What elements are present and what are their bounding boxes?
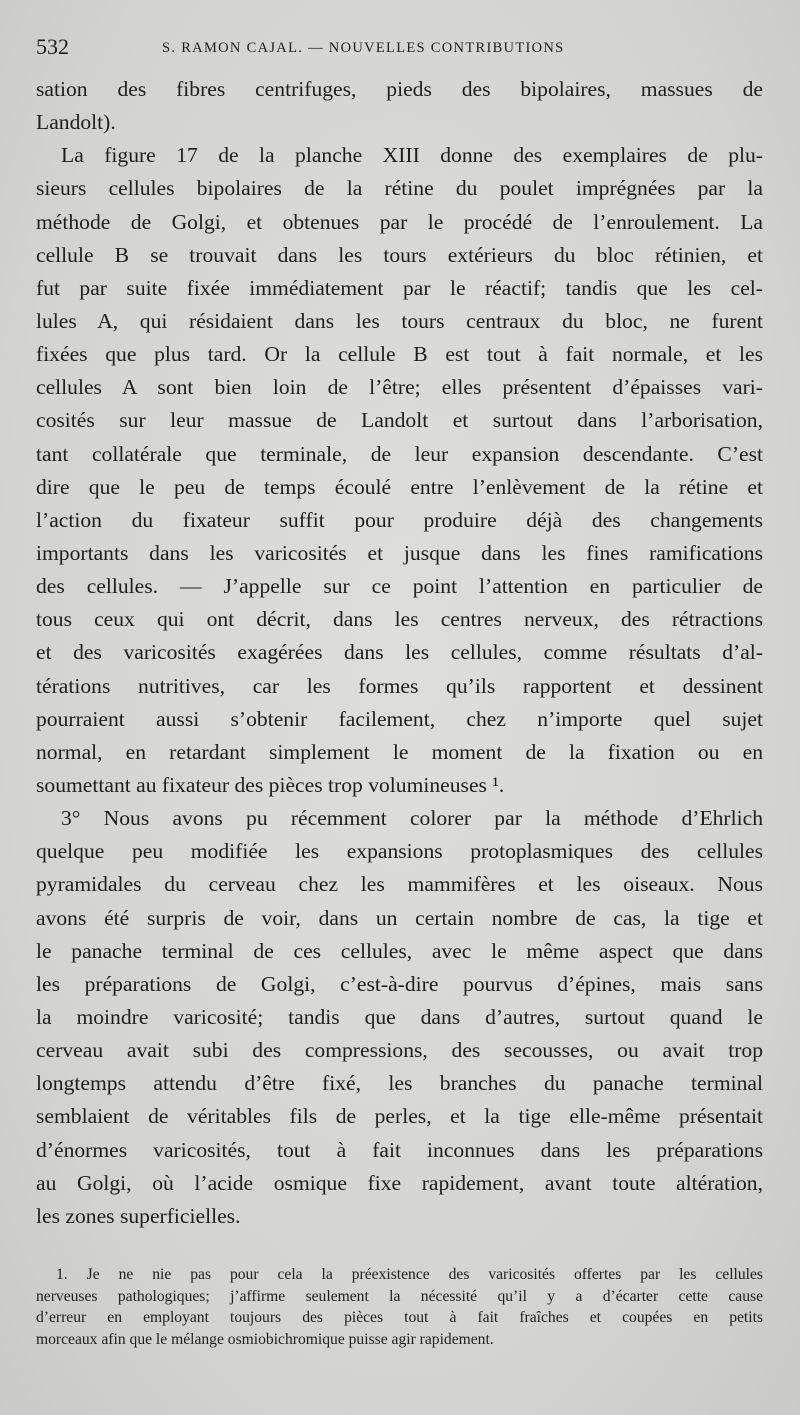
page-header <box>36 34 770 64</box>
page-number: 532 <box>36 34 69 59</box>
text-line: la moindre varicosité; tandis que dans d’autres, surtout quand le <box>36 1004 763 1029</box>
text-line: dire que le peu de temps écoulé entre l’enlèvement de la rétine et <box>36 474 763 499</box>
text-line: importants dans les varicosités et jusque dans les fines ramifications <box>36 540 763 565</box>
text-line: tant collatérale que terminale, de leur expansion descendante. C’est <box>36 441 763 466</box>
text-line: avons été surpris de voir, dans un certain nombre de cas, la tige et <box>36 905 763 930</box>
text-line: au Golgi, où l’acide osmique fixe rapidement, avant toute altération, <box>36 1170 763 1195</box>
text-line: 3° Nous avons pu récemment colorer par la méthode d’Ehrlich <box>61 806 763 831</box>
text-line: normal, en retardant simplement le moment de la fixation ou en <box>36 739 763 764</box>
text-line: térations nutritives, car les formes qu’ils rapportent et dessinent <box>36 673 763 698</box>
text-line: les préparations de Golgi, c’est-à-dire pourvus d’épines, mais sans <box>36 971 763 996</box>
footnote-line: 1. Je ne nie pas pour cela la préexistence des varicosités offertes par les cellules <box>56 1266 763 1283</box>
footnote-line: morceaux afin que le mélange osmiobichromique puisse agir rapidement. <box>36 1330 494 1348</box>
text-line: et des varicosités exagérées dans les cellules, comme résultats d’al- <box>36 640 763 665</box>
footnote-line: nerveuses pathologiques; j’affirme seulement la nécessité qu’il y a d’écarter cette cause <box>36 1287 763 1305</box>
footnotes <box>36 1264 763 1350</box>
text-line: cerveau avait subi des compressions, des secousses, ou avait trop <box>36 1038 763 1063</box>
text-line: semblaient de véritables fils de perles, et la tige elle-même présentait <box>36 1104 763 1129</box>
text-line: soumettant au fixateur des pièces trop volumineuses ¹. <box>36 772 505 797</box>
text-line: sieurs cellules bipolaires de la rétine du poulet imprégnées par la <box>36 176 763 201</box>
text-line: La figure 17 de la planche XIII donne des exemplaires de plu- <box>61 143 763 168</box>
text-line: l’action du fixateur suffit pour produire déjà des changements <box>36 507 763 532</box>
text-line: Landolt). <box>36 110 116 135</box>
text-line: les zones superficielles. <box>36 1203 241 1228</box>
text-line: cosités sur leur massue de Landolt et surtout dans l’arborisation, <box>36 408 763 433</box>
footnote-line: d’erreur en employant toujours des pièces tout à fait fraîches et coupées en petits <box>36 1309 763 1326</box>
text-line: tous ceux qui ont décrit, dans les centres nerveux, des rétractions <box>36 607 763 632</box>
body-text <box>36 73 763 1233</box>
text-line: méthode de Golgi, et obtenues par le procédé de l’enroulement. La <box>36 209 763 234</box>
text-line: sation des fibres centrifuges, pieds des bipolaires, massues de <box>36 77 763 101</box>
text-line: le panache terminal de ces cellules, avec le même aspect que dans <box>36 938 763 963</box>
text-line: lules A, qui résidaient dans les tours centraux du bloc, ne furent <box>36 308 763 333</box>
text-line: fixées que plus tard. Or la cellule B est tout à fait normale, et les <box>36 342 763 367</box>
text-line: fut par suite fixée immédiatement par le réactif; tandis que les cel- <box>36 275 763 300</box>
running-head: S. RAMON CAJAL. — NOUVELLES CONTRIBUTIONS <box>162 40 565 56</box>
text-line: pourraient aussi s’obtenir facilement, chez n’importe quel sujet <box>36 706 763 731</box>
text-line: pyramidales du cerveau chez les mammifères et les oiseaux. Nous <box>36 872 763 897</box>
text-line: quelque peu modifiée les expansions protoplasmiques des cellules <box>36 839 763 864</box>
text-line: cellule B se trouvait dans les tours extérieurs du bloc rétinien, et <box>36 242 763 267</box>
text-line: des cellules. — J’appelle sur ce point l’attention en particulier de <box>36 574 763 599</box>
text-line: cellules A sont bien loin de l’être; elles présentent d’épaisses vari- <box>36 375 763 400</box>
text-line: d’énormes varicosités, tout à fait inconnues dans les préparations <box>36 1137 763 1162</box>
text-line: longtemps attendu d’être fixé, les branches du panache terminal <box>36 1071 763 1096</box>
